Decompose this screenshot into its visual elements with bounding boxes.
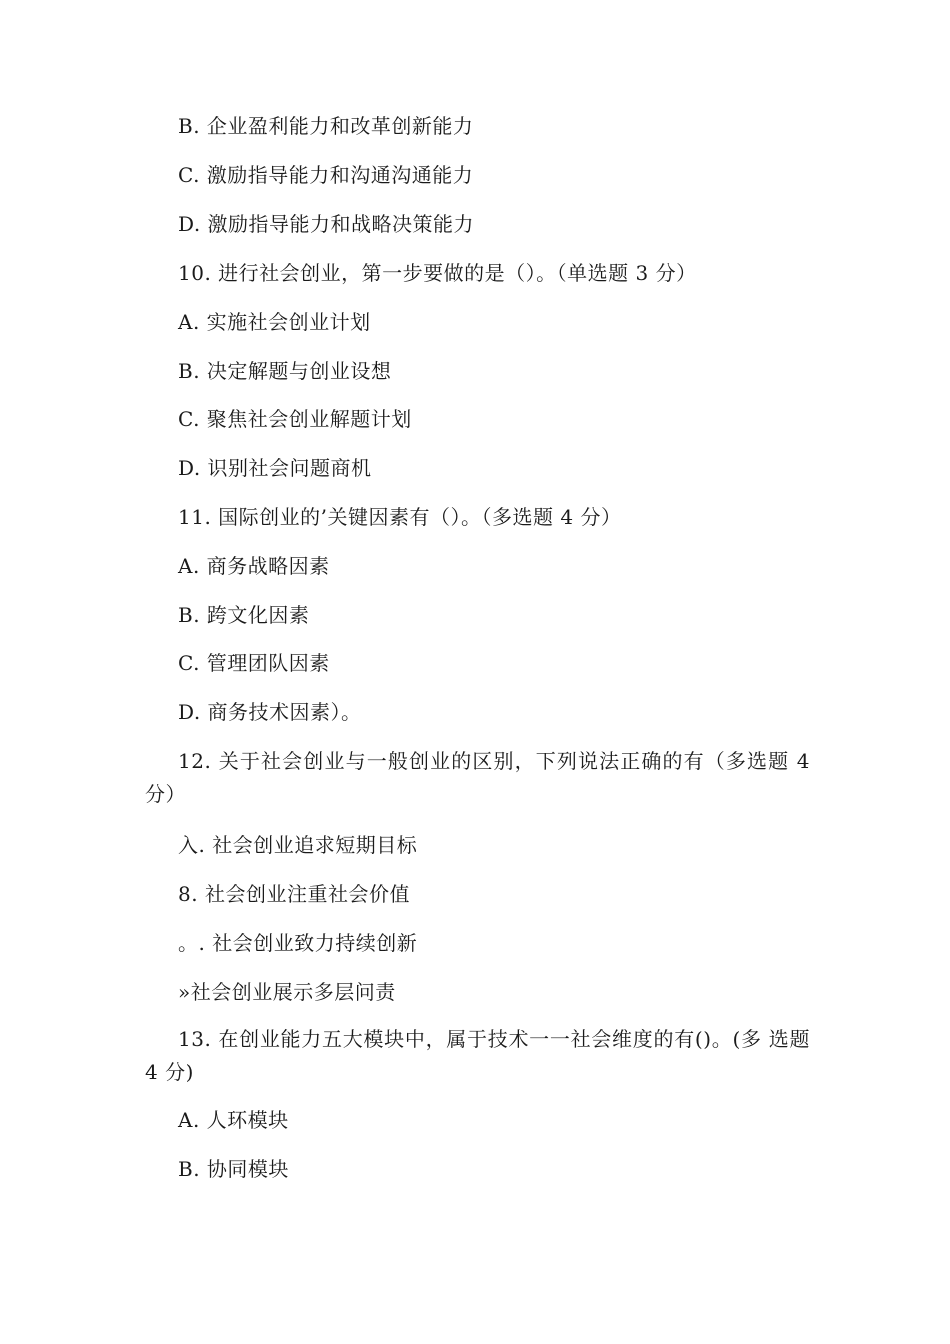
option-b-q9: B. 企业盈利能力和改革创新能力 [178,114,474,138]
option-a-q12: 入. 社会创业追求短期目标 [178,833,418,857]
option-c-q9: C. 激励指导能力和沟通沟通能力 [178,163,474,187]
option-b-q10: B. 决定解题与创业设想 [178,359,392,383]
option-b-q11: B. 跨文化因素 [178,603,310,627]
question-10: 10. 进行社会创业，第一步要做的是（）。（单选题 3 分） [178,261,697,285]
option-d-q11: D. 商务技术因素）。 [178,700,362,724]
option-b-q12: 8. 社会创业注重社会价值 [178,882,410,906]
question-12: 12. 关于社会创业与一般创业的区别，下列说法正确的有（多选题 4 分） [145,749,810,806]
option-b-q13: B. 协同模块 [178,1157,289,1181]
option-d-q10: D. 识别社会问题商机 [178,456,372,480]
question-11: 11. 国际创业的’关键因素有（）。（多选题 4 分） [178,505,622,529]
question-13: 13. 在创业能力五大模块中，属于技术一一社会维度的有()。(多 选题 4 分) [145,1027,810,1084]
option-d-q9: D. 激励指导能力和战略决策能力 [178,212,475,236]
option-a-q10: A. 实施社会创业计划 [178,310,371,334]
option-a-q13: A. 人环模块 [178,1108,289,1132]
option-c-q12: 。. 社会创业致力持续创新 [178,931,418,955]
option-c-q10: C. 聚焦社会创业解题计划 [178,407,412,431]
option-d-q12: »社会创业展示多层问责 [178,980,396,1004]
option-c-q11: C. 管理团队因素 [178,651,330,675]
option-a-q11: A. 商务战略因素 [178,554,330,578]
